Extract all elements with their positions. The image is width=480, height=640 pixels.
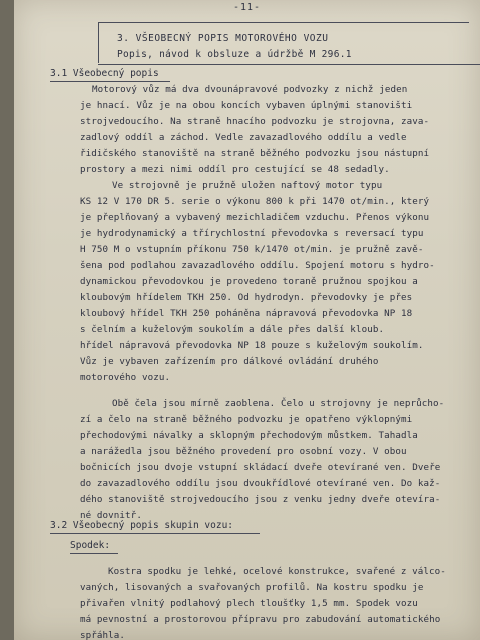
paragraph-line: kloubovým hřídelem TKH 250. Od hydrodyn. převodovky je přes [80,292,413,303]
paragraph-line: je přeplňovaný a vybavený mezichladičem vzduchu. Přenos výkonu [80,212,430,223]
paragraph-line: Motorový vůz má dva dvounápravové podvozky z nichž jeden [92,84,408,95]
subsection-heading-underline [70,553,118,554]
paragraph-line: bočnicích jsou dvoje vstupní skládací dveře otevírané ven. Dveře [80,462,441,473]
paragraph-line: kloubový hřídel TKH 250 poháněna nápravová převodovka NP 18 [80,308,413,319]
paragraph-line: hřídel nápravová převodovka NP 18 pouze s kuželovým soukolím. [80,340,424,351]
header-box [98,22,469,63]
chapter-title: 3. VŠEOBECNÝ POPIS MOTOROVÉHO VOZU [117,33,329,44]
paragraph-line: je hnací. Vůz je na obou koncích vybaven úplnými stanovišti [80,100,413,111]
paragraph-line: má pevnostní a prostorovou přípravu pro zabudování automatického [80,614,441,625]
paragraph-line: přechodovými návalky a sklopným přechodovým můstkem. Tahadla [80,430,418,441]
paragraph-line: s čelním a kuželovým soukolím a dále přes další kloub. [80,324,385,335]
paragraph-line: do zavazadlového oddílu jsou dvoukřídlové otevírané ven. Do kaž- [80,478,441,489]
paragraph-line: strojvedoucího. Na straně hnacího podvozku je strojovna, zava- [80,116,430,127]
page-number: -11- [232,2,262,13]
paragraph-line: dynamickou převodovkou je provedeno toraně pružnou spojkou a [80,276,418,287]
paragraph-line: Vůz je vybaven zařízením pro dálkové ovládání druhého [80,356,379,367]
paragraph-line: je hydrodynamický a třírychlostní převodovka s reversací typu [80,228,424,239]
section-heading: 3.2 Všeobecný popis skupin vozu: [50,520,234,531]
document-page [14,0,480,640]
paragraph-line: né dovnitř. [80,510,142,521]
paragraph-line: a narážedla jsou běžného provedení pro osobní vozy. V obou [80,446,407,457]
paragraph-line: H 750 M o vstupním příkonu 750 k/1470 ot/min. je pružně zavě- [80,244,424,255]
subsection-heading: Spodek: [70,540,111,551]
section-heading-underline [50,533,260,534]
section-heading-underline [50,81,170,82]
paragraph-line: motorového vozu. [80,372,171,383]
paragraph-line: Obě čela jsou mírně zaoblena. Čelo u strojovny je neprůcho- [112,398,445,409]
paragraph-line: řidičského stanoviště na straně běžného podvozku jsou nástupní [80,148,430,159]
document-subtitle: Popis, návod k obsluze a údržbě M 296.1 [117,49,352,60]
paragraph-line: vaných, lisovaných a svařovaných profilů. Na kostru spodku je [80,582,424,593]
header-rule [98,64,480,65]
paragraph-line: prostory a mezi nimi oddíl pro cestující se 48 sedadly. [80,164,390,175]
paragraph-line: KS 12 V 170 DR 5. serie o výkonu 800 k při 1470 ot/min., který [80,196,430,207]
paragraph-line: Kostra spodku je lehké, ocelové konstrukce, svařené z válco- [108,566,446,577]
paragraph-line: zí a čelo na straně běžného podvozku je opatřeno výklopnými [80,414,413,425]
paragraph-line: zadlový oddíl a záchod. Vedle zavazadlového oddílu a vedle [80,132,407,143]
paragraph-line: Ve strojovně je pružně uložen naftový motor typu [112,180,383,191]
paragraph-line: přivařen vlnitý podlahový plech tloušťky 1,5 mm. Spodek vozu [80,598,418,609]
paragraph-line: spřáhla. [80,630,126,640]
paragraph-line: dého stanoviště strojvedoucího jsou z venku jedny dveře otevíra- [80,494,441,505]
section-heading: 3.1 Všeobecný popis [50,68,159,79]
paragraph-line: šena pod podlahou zavazadlového oddílu. Spojení motoru s hydro- [80,260,435,271]
